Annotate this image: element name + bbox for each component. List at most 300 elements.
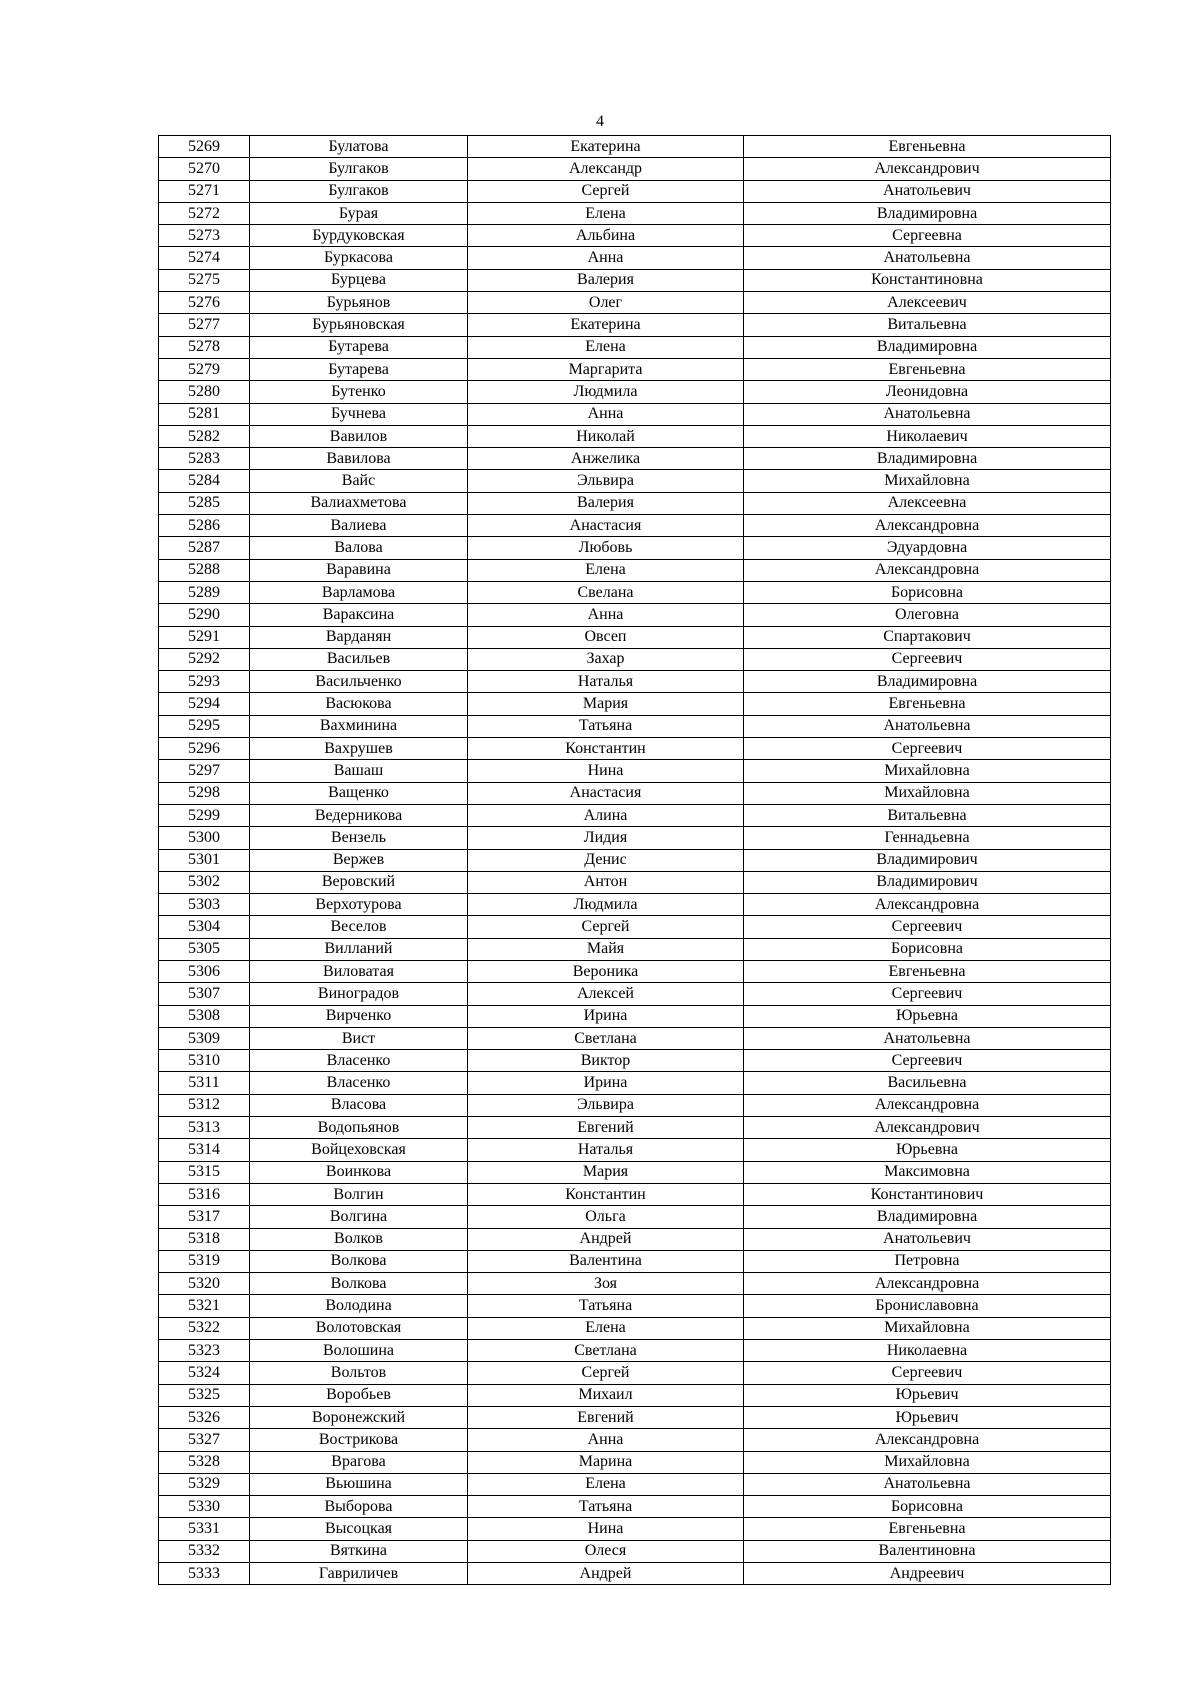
row-number-cell: 5301 bbox=[159, 849, 250, 871]
patronymic-cell: Сергеевич bbox=[744, 983, 1111, 1005]
first-name-cell: Ольга bbox=[468, 1206, 744, 1228]
table-row bbox=[159, 849, 1111, 871]
first-name-cell: Олеся bbox=[468, 1540, 744, 1562]
first-name-cell: Эльвира bbox=[468, 470, 744, 492]
last-name-cell: Вахминина bbox=[250, 715, 468, 737]
table-row bbox=[159, 1161, 1111, 1183]
patronymic-cell: Анатольевич bbox=[744, 1228, 1111, 1250]
patronymic-cell: Сергеевич bbox=[744, 738, 1111, 760]
table-row bbox=[159, 804, 1111, 826]
table-row bbox=[159, 626, 1111, 648]
table-row bbox=[159, 180, 1111, 202]
row-number-cell: 5297 bbox=[159, 760, 250, 782]
row-number-cell: 5314 bbox=[159, 1139, 250, 1161]
last-name-cell: Вилланий bbox=[250, 938, 468, 960]
patronymic-cell: Олеговна bbox=[744, 604, 1111, 626]
row-number-cell: 5299 bbox=[159, 804, 250, 826]
last-name-cell: Виловатая bbox=[250, 960, 468, 982]
last-name-cell: Вараксина bbox=[250, 604, 468, 626]
first-name-cell: Александр bbox=[468, 158, 744, 180]
table-row bbox=[159, 403, 1111, 425]
first-name-cell: Елена bbox=[468, 559, 744, 581]
row-number-cell: 5304 bbox=[159, 916, 250, 938]
row-number-cell: 5306 bbox=[159, 960, 250, 982]
first-name-cell: Наталья bbox=[468, 671, 744, 693]
table-row bbox=[159, 1451, 1111, 1473]
row-number-cell: 5292 bbox=[159, 648, 250, 670]
last-name-cell: Бутарева bbox=[250, 358, 468, 380]
patronymic-cell: Евгеньевна bbox=[744, 960, 1111, 982]
last-name-cell: Власенко bbox=[250, 1072, 468, 1094]
table-row bbox=[159, 1139, 1111, 1161]
patronymic-cell: Евгеньевна bbox=[744, 136, 1111, 158]
patronymic-cell: Геннадьевна bbox=[744, 827, 1111, 849]
last-name-cell: Врагова bbox=[250, 1451, 468, 1473]
row-number-cell: 5298 bbox=[159, 782, 250, 804]
table-row bbox=[159, 158, 1111, 180]
last-name-cell: Вавилов bbox=[250, 425, 468, 447]
table-row bbox=[159, 470, 1111, 492]
last-name-cell: Бурцева bbox=[250, 269, 468, 291]
patronymic-cell: Эдуардовна bbox=[744, 537, 1111, 559]
first-name-cell: Людмила bbox=[468, 894, 744, 916]
row-number-cell: 5315 bbox=[159, 1161, 250, 1183]
first-name-cell: Лидия bbox=[468, 827, 744, 849]
row-number-cell: 5320 bbox=[159, 1273, 250, 1295]
patronymic-cell: Сергеевна bbox=[744, 225, 1111, 247]
row-number-cell: 5295 bbox=[159, 715, 250, 737]
patronymic-cell: Анатольевна bbox=[744, 715, 1111, 737]
patronymic-cell: Александровна bbox=[744, 515, 1111, 537]
first-name-cell: Елена bbox=[468, 1317, 744, 1339]
row-number-cell: 5322 bbox=[159, 1317, 250, 1339]
last-name-cell: Васильев bbox=[250, 648, 468, 670]
row-number-cell: 5307 bbox=[159, 983, 250, 1005]
patronymic-cell: Юрьевич bbox=[744, 1406, 1111, 1428]
table-row bbox=[159, 1094, 1111, 1116]
last-name-cell: Вирченко bbox=[250, 1005, 468, 1027]
table-row bbox=[159, 1050, 1111, 1072]
table-row bbox=[159, 916, 1111, 938]
patronymic-cell: Владимировна bbox=[744, 202, 1111, 224]
patronymic-cell: Анатольевна bbox=[744, 1473, 1111, 1495]
patronymic-cell: Анатольевич bbox=[744, 180, 1111, 202]
first-name-cell: Марина bbox=[468, 1451, 744, 1473]
first-name-cell: Валерия bbox=[468, 269, 744, 291]
last-name-cell: Волошина bbox=[250, 1340, 468, 1362]
row-number-cell: 5293 bbox=[159, 671, 250, 693]
table-row bbox=[159, 938, 1111, 960]
last-name-cell: Бутарева bbox=[250, 336, 468, 358]
table-row bbox=[159, 648, 1111, 670]
first-name-cell: Овсеп bbox=[468, 626, 744, 648]
first-name-cell: Ирина bbox=[468, 1005, 744, 1027]
last-name-cell: Бурдуковская bbox=[250, 225, 468, 247]
first-name-cell: Маргарита bbox=[468, 358, 744, 380]
patronymic-cell: Леонидовна bbox=[744, 381, 1111, 403]
row-number-cell: 5311 bbox=[159, 1072, 250, 1094]
row-number-cell: 5288 bbox=[159, 559, 250, 581]
first-name-cell: Анна bbox=[468, 1429, 744, 1451]
row-number-cell: 5270 bbox=[159, 158, 250, 180]
last-name-cell: Волкова bbox=[250, 1250, 468, 1272]
table-row bbox=[159, 1563, 1111, 1585]
last-name-cell: Воробьев bbox=[250, 1384, 468, 1406]
last-name-cell: Булгаков bbox=[250, 158, 468, 180]
patronymic-cell: Юрьевна bbox=[744, 1005, 1111, 1027]
last-name-cell: Виноградов bbox=[250, 983, 468, 1005]
first-name-cell: Эльвира bbox=[468, 1094, 744, 1116]
first-name-cell: Анастасия bbox=[468, 515, 744, 537]
table-row bbox=[159, 225, 1111, 247]
last-name-cell: Бутенко bbox=[250, 381, 468, 403]
row-number-cell: 5284 bbox=[159, 470, 250, 492]
last-name-cell: Ващенко bbox=[250, 782, 468, 804]
first-name-cell: Алина bbox=[468, 804, 744, 826]
last-name-cell: Валиахметова bbox=[250, 492, 468, 514]
patronymic-cell: Владимировна bbox=[744, 1206, 1111, 1228]
last-name-cell: Вьюшина bbox=[250, 1473, 468, 1495]
first-name-cell: Людмила bbox=[468, 381, 744, 403]
table-row bbox=[159, 693, 1111, 715]
last-name-cell: Вензель bbox=[250, 827, 468, 849]
table-row bbox=[159, 581, 1111, 603]
table-row bbox=[159, 715, 1111, 737]
table-row bbox=[159, 1340, 1111, 1362]
row-number-cell: 5286 bbox=[159, 515, 250, 537]
first-name-cell: Евгений bbox=[468, 1406, 744, 1428]
patronymic-cell: Михайловна bbox=[744, 1451, 1111, 1473]
patronymic-cell: Юрьевна bbox=[744, 1139, 1111, 1161]
last-name-cell: Власова bbox=[250, 1094, 468, 1116]
table-row bbox=[159, 1206, 1111, 1228]
table-row bbox=[159, 983, 1111, 1005]
table-row bbox=[159, 1295, 1111, 1317]
table-row bbox=[159, 1117, 1111, 1139]
last-name-cell: Волгин bbox=[250, 1183, 468, 1205]
last-name-cell: Вольтов bbox=[250, 1362, 468, 1384]
first-name-cell: Татьяна bbox=[468, 1496, 744, 1518]
first-name-cell: Зоя bbox=[468, 1273, 744, 1295]
table-row bbox=[159, 1540, 1111, 1562]
last-name-cell: Булгаков bbox=[250, 180, 468, 202]
last-name-cell: Вострикова bbox=[250, 1429, 468, 1451]
table-row bbox=[159, 738, 1111, 760]
first-name-cell: Елена bbox=[468, 202, 744, 224]
last-name-cell: Варавина bbox=[250, 559, 468, 581]
table-row bbox=[159, 1250, 1111, 1272]
patronymic-cell: Александрович bbox=[744, 158, 1111, 180]
row-number-cell: 5276 bbox=[159, 292, 250, 314]
last-name-cell: Булатова bbox=[250, 136, 468, 158]
patronymic-cell: Александровна bbox=[744, 1273, 1111, 1295]
row-number-cell: 5280 bbox=[159, 381, 250, 403]
table-row bbox=[159, 827, 1111, 849]
table-row bbox=[159, 1384, 1111, 1406]
first-name-cell: Захар bbox=[468, 648, 744, 670]
first-name-cell: Валентина bbox=[468, 1250, 744, 1272]
first-name-cell: Любовь bbox=[468, 537, 744, 559]
first-name-cell: Альбина bbox=[468, 225, 744, 247]
row-number-cell: 5289 bbox=[159, 581, 250, 603]
last-name-cell: Воинкова bbox=[250, 1161, 468, 1183]
patronymic-cell: Владимировна bbox=[744, 448, 1111, 470]
patronymic-cell: Михайловна bbox=[744, 760, 1111, 782]
table-row bbox=[159, 247, 1111, 269]
patronymic-cell: Владимирович bbox=[744, 849, 1111, 871]
row-number-cell: 5323 bbox=[159, 1340, 250, 1362]
first-name-cell: Анна bbox=[468, 403, 744, 425]
first-name-cell: Екатерина bbox=[468, 136, 744, 158]
patronymic-cell: Витальевна bbox=[744, 804, 1111, 826]
first-name-cell: Свелана bbox=[468, 581, 744, 603]
last-name-cell: Варламова bbox=[250, 581, 468, 603]
row-number-cell: 5269 bbox=[159, 136, 250, 158]
first-name-cell: Сергей bbox=[468, 916, 744, 938]
row-number-cell: 5317 bbox=[159, 1206, 250, 1228]
last-name-cell: Бурьяновская bbox=[250, 314, 468, 336]
table-row bbox=[159, 336, 1111, 358]
last-name-cell: Бурая bbox=[250, 202, 468, 224]
table-row bbox=[159, 425, 1111, 447]
row-number-cell: 5324 bbox=[159, 1362, 250, 1384]
table-row bbox=[159, 1317, 1111, 1339]
row-number-cell: 5325 bbox=[159, 1384, 250, 1406]
roster-body bbox=[159, 136, 1111, 1585]
patronymic-cell: Евгеньевна bbox=[744, 358, 1111, 380]
table-row bbox=[159, 782, 1111, 804]
first-name-cell: Валерия bbox=[468, 492, 744, 514]
last-name-cell: Васюкова bbox=[250, 693, 468, 715]
patronymic-cell: Анатольевна bbox=[744, 1027, 1111, 1049]
patronymic-cell: Константиновна bbox=[744, 269, 1111, 291]
table-row bbox=[159, 1429, 1111, 1451]
last-name-cell: Войцеховская bbox=[250, 1139, 468, 1161]
last-name-cell: Волгина bbox=[250, 1206, 468, 1228]
first-name-cell: Сергей bbox=[468, 180, 744, 202]
last-name-cell: Вайс bbox=[250, 470, 468, 492]
table-row bbox=[159, 1005, 1111, 1027]
patronymic-cell: Борисовна bbox=[744, 581, 1111, 603]
row-number-cell: 5332 bbox=[159, 1540, 250, 1562]
first-name-cell: Анастасия bbox=[468, 782, 744, 804]
row-number-cell: 5294 bbox=[159, 693, 250, 715]
last-name-cell: Гавриличев bbox=[250, 1563, 468, 1585]
last-name-cell: Вяткина bbox=[250, 1540, 468, 1562]
table-row bbox=[159, 1496, 1111, 1518]
last-name-cell: Варданян bbox=[250, 626, 468, 648]
patronymic-cell: Михайловна bbox=[744, 1317, 1111, 1339]
first-name-cell: Екатерина bbox=[468, 314, 744, 336]
patronymic-cell: Валентиновна bbox=[744, 1540, 1111, 1562]
row-number-cell: 5316 bbox=[159, 1183, 250, 1205]
first-name-cell: Мария bbox=[468, 693, 744, 715]
patronymic-cell: Александровна bbox=[744, 1429, 1111, 1451]
table-row bbox=[159, 381, 1111, 403]
table-row bbox=[159, 960, 1111, 982]
table-row bbox=[159, 559, 1111, 581]
patronymic-cell: Владимировна bbox=[744, 671, 1111, 693]
row-number-cell: 5327 bbox=[159, 1429, 250, 1451]
row-number-cell: 5296 bbox=[159, 738, 250, 760]
table-row bbox=[159, 1027, 1111, 1049]
patronymic-cell: Константинович bbox=[744, 1183, 1111, 1205]
table-row bbox=[159, 1072, 1111, 1094]
patronymic-cell: Борисовна bbox=[744, 938, 1111, 960]
row-number-cell: 5272 bbox=[159, 202, 250, 224]
row-number-cell: 5290 bbox=[159, 604, 250, 626]
row-number-cell: 5283 bbox=[159, 448, 250, 470]
last-name-cell: Буркасова bbox=[250, 247, 468, 269]
first-name-cell: Андрей bbox=[468, 1228, 744, 1250]
first-name-cell: Анна bbox=[468, 604, 744, 626]
table-row bbox=[159, 537, 1111, 559]
first-name-cell: Анна bbox=[468, 247, 744, 269]
table-row bbox=[159, 292, 1111, 314]
patronymic-cell: Спартакович bbox=[744, 626, 1111, 648]
last-name-cell: Власенко bbox=[250, 1050, 468, 1072]
last-name-cell: Водопьянов bbox=[250, 1117, 468, 1139]
patronymic-cell: Николаевич bbox=[744, 425, 1111, 447]
table-row bbox=[159, 202, 1111, 224]
row-number-cell: 5278 bbox=[159, 336, 250, 358]
table-row bbox=[159, 136, 1111, 158]
row-number-cell: 5333 bbox=[159, 1563, 250, 1585]
first-name-cell: Виктор bbox=[468, 1050, 744, 1072]
first-name-cell: Константин bbox=[468, 1183, 744, 1205]
row-number-cell: 5291 bbox=[159, 626, 250, 648]
patronymic-cell: Евгеньевна bbox=[744, 1518, 1111, 1540]
table-row bbox=[159, 1273, 1111, 1295]
row-number-cell: 5281 bbox=[159, 403, 250, 425]
patronymic-cell: Анатольевна bbox=[744, 403, 1111, 425]
row-number-cell: 5279 bbox=[159, 358, 250, 380]
first-name-cell: Константин bbox=[468, 738, 744, 760]
patronymic-cell: Михайловна bbox=[744, 782, 1111, 804]
row-number-cell: 5282 bbox=[159, 425, 250, 447]
patronymic-cell: Максимовна bbox=[744, 1161, 1111, 1183]
table-row bbox=[159, 1362, 1111, 1384]
first-name-cell: Татьяна bbox=[468, 1295, 744, 1317]
row-number-cell: 5326 bbox=[159, 1406, 250, 1428]
row-number-cell: 5318 bbox=[159, 1228, 250, 1250]
row-number-cell: 5277 bbox=[159, 314, 250, 336]
patronymic-cell: Борисовна bbox=[744, 1496, 1111, 1518]
first-name-cell: Елена bbox=[468, 1473, 744, 1495]
last-name-cell: Волотовская bbox=[250, 1317, 468, 1339]
patronymic-cell: Васильевна bbox=[744, 1072, 1111, 1094]
last-name-cell: Волкова bbox=[250, 1273, 468, 1295]
last-name-cell: Веселов bbox=[250, 916, 468, 938]
patronymic-cell: Сергеевич bbox=[744, 1362, 1111, 1384]
patronymic-cell: Владимировна bbox=[744, 336, 1111, 358]
last-name-cell: Волков bbox=[250, 1228, 468, 1250]
last-name-cell: Васильченко bbox=[250, 671, 468, 693]
last-name-cell: Воронежский bbox=[250, 1406, 468, 1428]
patronymic-cell: Александровна bbox=[744, 1094, 1111, 1116]
row-number-cell: 5273 bbox=[159, 225, 250, 247]
patronymic-cell: Сергеевич bbox=[744, 1050, 1111, 1072]
row-number-cell: 5305 bbox=[159, 938, 250, 960]
table-row bbox=[159, 314, 1111, 336]
roster-table bbox=[158, 135, 1111, 1585]
first-name-cell: Алексей bbox=[468, 983, 744, 1005]
table-row bbox=[159, 1183, 1111, 1205]
row-number-cell: 5313 bbox=[159, 1117, 250, 1139]
table-row bbox=[159, 760, 1111, 782]
first-name-cell: Денис bbox=[468, 849, 744, 871]
last-name-cell: Верхотурова bbox=[250, 894, 468, 916]
row-number-cell: 5287 bbox=[159, 537, 250, 559]
first-name-cell: Михаил bbox=[468, 1384, 744, 1406]
row-number-cell: 5303 bbox=[159, 894, 250, 916]
patronymic-cell: Николаевна bbox=[744, 1340, 1111, 1362]
patronymic-cell: Анатольевна bbox=[744, 247, 1111, 269]
first-name-cell: Нина bbox=[468, 760, 744, 782]
table-row bbox=[159, 1406, 1111, 1428]
first-name-cell: Майя bbox=[468, 938, 744, 960]
last-name-cell: Высоцкая bbox=[250, 1518, 468, 1540]
patronymic-cell: Петровна bbox=[744, 1250, 1111, 1272]
last-name-cell: Бурьянов bbox=[250, 292, 468, 314]
table-row bbox=[159, 1228, 1111, 1250]
row-number-cell: 5312 bbox=[159, 1094, 250, 1116]
patronymic-cell: Александровна bbox=[744, 894, 1111, 916]
table-row bbox=[159, 894, 1111, 916]
row-number-cell: 5310 bbox=[159, 1050, 250, 1072]
table-row bbox=[159, 492, 1111, 514]
last-name-cell: Выборова bbox=[250, 1496, 468, 1518]
first-name-cell: Елена bbox=[468, 336, 744, 358]
last-name-cell: Бучнева bbox=[250, 403, 468, 425]
first-name-cell: Вероника bbox=[468, 960, 744, 982]
patronymic-cell: Евгеньевна bbox=[744, 693, 1111, 715]
patronymic-cell: Андреевич bbox=[744, 1563, 1111, 1585]
last-name-cell: Веровский bbox=[250, 871, 468, 893]
row-number-cell: 5285 bbox=[159, 492, 250, 514]
patronymic-cell: Алексеевна bbox=[744, 492, 1111, 514]
row-number-cell: 5331 bbox=[159, 1518, 250, 1540]
last-name-cell: Валова bbox=[250, 537, 468, 559]
first-name-cell: Антон bbox=[468, 871, 744, 893]
last-name-cell: Вавилова bbox=[250, 448, 468, 470]
first-name-cell: Олег bbox=[468, 292, 744, 314]
row-number-cell: 5321 bbox=[159, 1295, 250, 1317]
patronymic-cell: Витальевна bbox=[744, 314, 1111, 336]
patronymic-cell: Юрьевич bbox=[744, 1384, 1111, 1406]
row-number-cell: 5300 bbox=[159, 827, 250, 849]
first-name-cell: Андрей bbox=[468, 1563, 744, 1585]
row-number-cell: 5271 bbox=[159, 180, 250, 202]
row-number-cell: 5319 bbox=[159, 1250, 250, 1272]
table-row bbox=[159, 448, 1111, 470]
first-name-cell: Наталья bbox=[468, 1139, 744, 1161]
patronymic-cell: Владимирович bbox=[744, 871, 1111, 893]
first-name-cell: Ирина bbox=[468, 1072, 744, 1094]
row-number-cell: 5275 bbox=[159, 269, 250, 291]
table-row bbox=[159, 358, 1111, 380]
last-name-cell: Вист bbox=[250, 1027, 468, 1049]
last-name-cell: Вержев bbox=[250, 849, 468, 871]
row-number-cell: 5274 bbox=[159, 247, 250, 269]
table-row bbox=[159, 1518, 1111, 1540]
first-name-cell: Татьяна bbox=[468, 715, 744, 737]
first-name-cell: Анжелика bbox=[468, 448, 744, 470]
first-name-cell: Сергей bbox=[468, 1362, 744, 1384]
last-name-cell: Володина bbox=[250, 1295, 468, 1317]
row-number-cell: 5309 bbox=[159, 1027, 250, 1049]
first-name-cell: Светлана bbox=[468, 1340, 744, 1362]
